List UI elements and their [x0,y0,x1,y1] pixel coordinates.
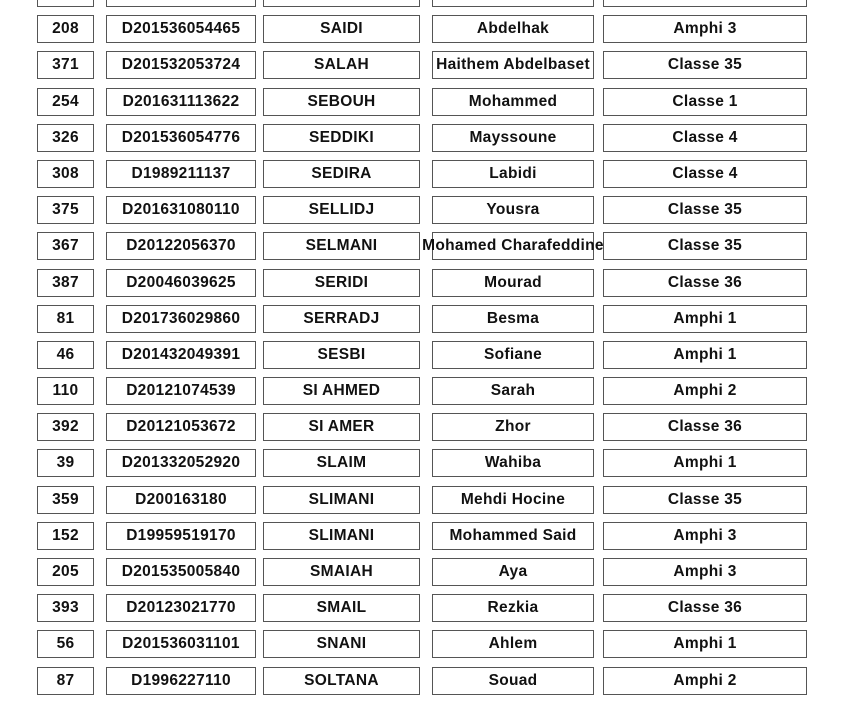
first-name-cell: Besma [432,305,594,333]
row-number-cell: 110 [37,377,94,405]
row-number-cell: 56 [37,630,94,658]
student-id-cell: D201631113622 [106,88,256,116]
table-row [0,269,845,305]
room-cell [603,0,807,7]
room-cell: Classe 35 [603,51,807,79]
room-cell: Classe 36 [603,269,807,297]
first-name-cell: Mourad [432,269,594,297]
table-row [0,667,845,703]
room-cell: Classe 35 [603,196,807,224]
first-name-cell: Abdelhak [432,15,594,43]
row-number-cell: 39 [37,449,94,477]
first-name-cell [432,0,594,7]
table-row [0,51,845,87]
room-cell: Amphi 2 [603,667,807,695]
table-row [0,449,845,485]
student-id-cell: D201536054776 [106,124,256,152]
first-name-cell: Sofiane [432,341,594,369]
student-id-cell: D19959519170 [106,522,256,550]
last-name-cell: SLIMANI [263,486,420,514]
table-row [0,413,845,449]
student-id-cell: D201332052920 [106,449,256,477]
first-name-cell: Labidi [432,160,594,188]
student-id-cell: D20123021770 [106,594,256,622]
student-id-cell: D20121053672 [106,413,256,441]
first-name-cell: Wahiba [432,449,594,477]
last-name-cell: SLAIM [263,449,420,477]
room-cell: Amphi 3 [603,558,807,586]
room-cell: Classe 4 [603,160,807,188]
room-cell: Classe 1 [603,88,807,116]
last-name-cell: SEDDIKI [263,124,420,152]
last-name-cell: SOLTANA [263,667,420,695]
student-id-cell [106,0,256,7]
row-number-cell: 81 [37,305,94,333]
table-row [0,630,845,666]
last-name-cell: SNANI [263,630,420,658]
row-number-cell: 152 [37,522,94,550]
row-number-cell: 308 [37,160,94,188]
last-name-cell: SAIDI [263,15,420,43]
row-number-cell: 371 [37,51,94,79]
first-name-cell: Rezkia [432,594,594,622]
room-cell: Amphi 1 [603,449,807,477]
student-id-cell: D1996227110 [106,667,256,695]
table-row [0,88,845,124]
first-name-cell: Mohammed [432,88,594,116]
last-name-cell: SMAIAH [263,558,420,586]
room-cell: Classe 35 [603,486,807,514]
student-id-cell: D201736029860 [106,305,256,333]
table-row [0,160,845,196]
first-name-cell: Yousra [432,196,594,224]
table-row [0,558,845,594]
student-id-cell: D201631080110 [106,196,256,224]
first-name-cell: Mayssoune [432,124,594,152]
room-cell: Amphi 1 [603,305,807,333]
table-row [0,594,845,630]
row-number-cell [37,0,94,7]
first-name-cell: Souad [432,667,594,695]
first-name-cell: Mohamed Charafeddine [432,232,594,260]
last-name-cell: SEBOUH [263,88,420,116]
student-id-cell: D201432049391 [106,341,256,369]
student-id-cell: D20046039625 [106,269,256,297]
first-name-cell: Sarah [432,377,594,405]
room-cell: Classe 36 [603,413,807,441]
room-cell: Amphi 3 [603,522,807,550]
row-number-cell: 254 [37,88,94,116]
table-row [0,15,845,51]
table-row [0,232,845,268]
student-id-cell: D201536054465 [106,15,256,43]
row-number-cell: 387 [37,269,94,297]
table-row [0,0,845,15]
last-name-cell: SI AHMED [263,377,420,405]
first-name-cell: Aya [432,558,594,586]
row-number-cell: 392 [37,413,94,441]
table-row [0,124,845,160]
room-cell: Amphi 2 [603,377,807,405]
last-name-cell: SEDIRA [263,160,420,188]
room-cell: Amphi 1 [603,341,807,369]
row-number-cell: 367 [37,232,94,260]
room-cell: Classe 4 [603,124,807,152]
room-cell: Amphi 1 [603,630,807,658]
student-id-cell: D201536031101 [106,630,256,658]
room-cell: Classe 36 [603,594,807,622]
last-name-cell: SI AMER [263,413,420,441]
student-id-cell: D201535005840 [106,558,256,586]
table-row [0,305,845,341]
room-cell: Amphi 3 [603,15,807,43]
row-number-cell: 359 [37,486,94,514]
last-name-cell: SERIDI [263,269,420,297]
student-id-cell: D20122056370 [106,232,256,260]
student-id-cell: D201532053724 [106,51,256,79]
row-number-cell: 87 [37,667,94,695]
table-row [0,196,845,232]
row-number-cell: 208 [37,15,94,43]
student-id-cell: D1989211137 [106,160,256,188]
last-name-cell: SELMANI [263,232,420,260]
last-name-cell: SLIMANI [263,522,420,550]
table-row [0,341,845,377]
last-name-cell: SELLIDJ [263,196,420,224]
table-row [0,377,845,413]
student-id-cell: D200163180 [106,486,256,514]
table-row [0,522,845,558]
first-name-cell: Zhor [432,413,594,441]
row-number-cell: 205 [37,558,94,586]
first-name-cell: Ahlem [432,630,594,658]
last-name-cell: SALAH [263,51,420,79]
first-name-cell: Haithem Abdelbaset [432,51,594,79]
last-name-cell: SESBI [263,341,420,369]
last-name-cell: SERRADJ [263,305,420,333]
table-row [0,486,845,522]
first-name-cell: Mehdi Hocine [432,486,594,514]
row-number-cell: 393 [37,594,94,622]
row-number-cell: 375 [37,196,94,224]
row-number-cell: 326 [37,124,94,152]
row-number-cell: 46 [37,341,94,369]
first-name-cell: Mohammed Said [432,522,594,550]
room-cell: Classe 35 [603,232,807,260]
last-name-cell: SMAIL [263,594,420,622]
last-name-cell [263,0,420,7]
student-id-cell: D20121074539 [106,377,256,405]
